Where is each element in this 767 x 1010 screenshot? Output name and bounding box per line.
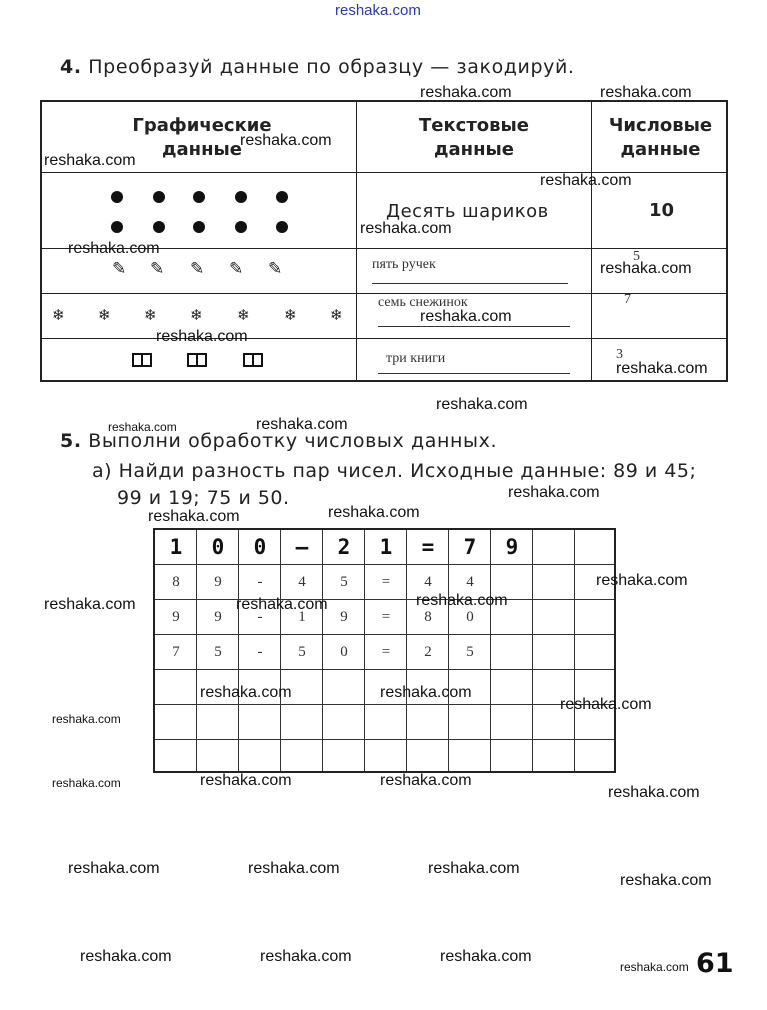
watermark: reshaka.com [260,948,352,965]
pencil-icon: ✎ [150,259,165,278]
grid-cell: = [421,535,435,559]
watermark: reshaka.com [44,596,136,613]
grid-cell [575,530,617,565]
ball-icon [111,191,123,203]
snowflake-icon: ❄ [237,307,250,324]
grid-cell [155,740,197,775]
ball-icon [235,221,247,233]
watermark: reshaka.com [440,948,532,965]
watermark: reshaka.com [240,132,332,149]
row4-text: три книги [386,351,446,366]
grid-cell [281,740,323,775]
grid-cell: 9 [172,609,180,625]
grid-cell: 8 [424,609,432,625]
task4-number: 4. [60,56,82,78]
grid-cell: 2 [424,644,432,660]
watermark: reshaka.com [620,960,689,974]
book-icon [132,353,152,367]
grid-cell: - [257,574,263,590]
watermark: reshaka.com [236,596,328,613]
grid-cell: 5 [214,644,222,660]
grid-cell: 4 [466,574,474,590]
grid-cell: = [381,644,391,660]
header-numeric: Числовые данные [608,115,713,160]
grid-cell: 2 [337,535,351,559]
watermark: reshaka.com [596,572,688,589]
grid-cell: 5 [340,574,348,590]
grid-cell [575,740,617,775]
grid-cell: 0 [340,644,348,660]
task5a-line2: 99 и 19; 75 и 50. [117,487,290,509]
watermark: reshaka.com [436,396,528,413]
grid-cell: 4 [424,574,432,590]
task5a-line1: а) Найди разность пар чисел. Исходные данные: 89 и 45; [92,460,697,482]
watermark: reshaka.com [68,860,160,877]
ball-icon [235,191,247,203]
task5-number: 5. [60,430,82,452]
grid-cell [197,705,239,740]
book-icon [187,353,207,367]
grid-cell: 7 [172,644,180,660]
row4-number: 3 [616,347,623,362]
watermark: reshaka.com [420,308,512,325]
grid-cell: 1 [379,535,393,559]
answer-grid [153,528,616,773]
grid-cell [491,670,533,705]
watermark: reshaka.com [540,172,632,189]
snowflake-icon: ❄ [98,307,111,324]
grid-cell: = [381,574,391,590]
watermark: reshaka.com [52,776,121,790]
grid-cell [575,600,617,635]
grid-cell [491,740,533,775]
grid-cell [491,635,533,670]
watermark: reshaka.com [420,84,512,101]
grid-cell: 5 [466,644,474,660]
grid-cell [365,740,407,775]
grid-cell: 9 [214,574,222,590]
watermark: reshaka.com [248,860,340,877]
snowflake-icon: ❄ [52,307,65,324]
grid-cell: 9 [214,609,222,625]
grid-cell [533,530,575,565]
grid-cell [155,670,197,705]
watermark: reshaka.com [148,508,240,525]
watermark: reshaka.com [508,484,600,501]
grid-cell: 0 [253,535,267,559]
grid-cell: = [381,609,391,625]
grid-cell [323,670,365,705]
grid-cell: - [257,644,263,660]
ball-icon [153,221,165,233]
watermark: reshaka.com [620,872,712,889]
grid-cell [197,740,239,775]
grid-cell: 9 [505,535,519,559]
pencil-icon: ✎ [229,259,244,278]
row2-number: 5 [633,249,640,264]
watermark: reshaka.com [328,504,420,521]
watermark: reshaka.com [156,328,248,345]
watermark: reshaka.com [428,860,520,877]
grid-cell [533,740,575,775]
watermark: reshaka.com [80,948,172,965]
snowflake-icon: ❄ [190,307,203,324]
ball-icon [276,221,288,233]
grid-cell: 5 [298,644,306,660]
row1-text: Десять шариков [386,201,549,222]
watermark: reshaka.com [200,684,292,701]
grid-cell [239,705,281,740]
ball-icon [193,191,205,203]
watermark: reshaka.com [200,772,292,789]
grid-cell: 1 [169,535,183,559]
grid-cell: 8 [172,574,180,590]
watermark: reshaka.com [616,360,708,377]
task4-heading [60,56,575,78]
watermark: reshaka.com [108,420,177,434]
watermark: reshaka.com [52,712,121,726]
snowflake-icon: ❄ [284,307,297,324]
grid-cell [533,565,575,600]
grid-cell: 0 [466,609,474,625]
grid-cell [449,705,491,740]
grid-cell [239,740,281,775]
header-text: Текстовые данные [418,115,530,160]
task4-title: Преобразуй данные по образцу — закодируй. [88,56,575,78]
pencil-icon: ✎ [268,259,283,278]
snowflake-icon: ❄ [144,307,157,324]
row3-text: семь снежинок [378,295,468,310]
watermark: reshaka.com [608,784,700,801]
ball-icon [193,221,205,233]
grid-cell [575,635,617,670]
header-graphic: Графические данные [132,115,272,160]
task5-title: Выполни обработку числовых данных. [88,430,498,452]
grid-cell: 4 [298,574,306,590]
grid-cell: - [257,609,263,625]
grid-cell [407,740,449,775]
watermark: reshaka.com [44,152,136,169]
row1-number: 10 [649,200,675,221]
row2-text: пять ручек [372,257,436,272]
watermark: reshaka.com [335,2,421,19]
watermark: reshaka.com [600,260,692,277]
ball-icon [111,221,123,233]
grid-cell: 7 [463,535,477,559]
grid-cell: 0 [211,535,225,559]
page-number: 61 [696,948,734,979]
watermark: reshaka.com [380,684,472,701]
grid-cell [407,705,449,740]
grid-cell: – [295,535,309,559]
watermark: reshaka.com [380,772,472,789]
grid-cell [155,705,197,740]
snowflake-icon: ❄ [330,307,343,324]
watermark: reshaka.com [360,220,452,237]
watermark: reshaka.com [256,416,348,433]
grid-cell: 1 [298,609,306,625]
ball-icon [276,191,288,203]
ball-icon [153,191,165,203]
grid-cell [491,705,533,740]
grid-cell [323,740,365,775]
pencil-icon: ✎ [190,259,205,278]
grid-cell [533,600,575,635]
grid-cell [323,705,365,740]
grid-cell [365,705,407,740]
pencil-icon: ✎ [112,259,127,278]
row3-number: 7 [624,292,631,307]
grid-cell [533,635,575,670]
watermark: reshaka.com [416,592,508,609]
watermark: reshaka.com [68,240,160,257]
grid-cell [281,705,323,740]
grid-cell [449,740,491,775]
watermark: reshaka.com [560,696,652,713]
grid-cell: 9 [340,609,348,625]
book-icon [243,353,263,367]
watermark: reshaka.com [600,84,692,101]
